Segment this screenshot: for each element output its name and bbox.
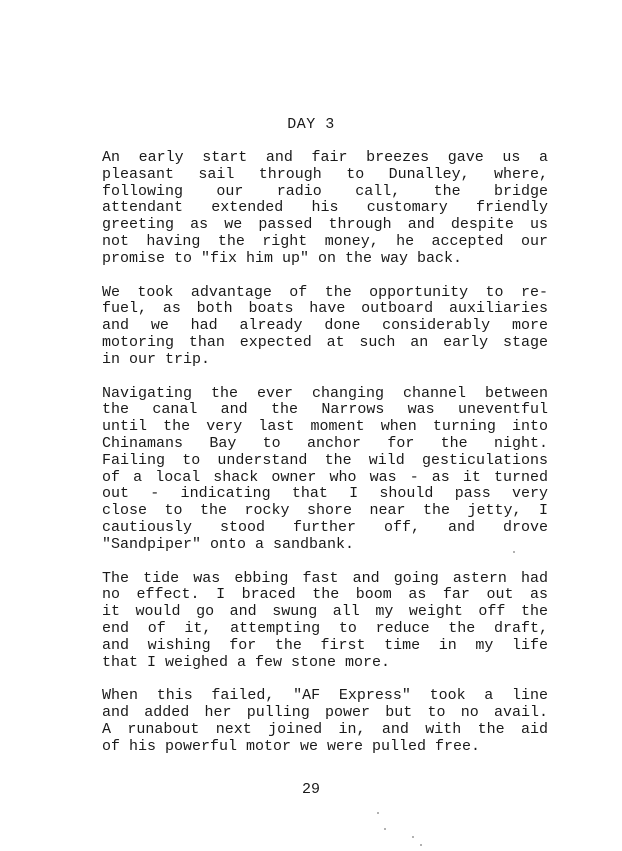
text-line: following our radio call, the bridge	[102, 182, 548, 200]
text-line: promise to "fix him up" on the way back.	[102, 249, 463, 267]
scan-speck	[384, 828, 386, 830]
text-line: in our trip.	[102, 350, 211, 368]
text-line: motoring than expected at such an early stage	[102, 333, 548, 351]
text-line: until the very last moment when turning into	[102, 418, 548, 436]
paragraph	[102, 150, 548, 268]
paragraph	[102, 571, 548, 672]
scan-speck	[412, 836, 414, 838]
text-line: close to the rocky shore near the jetty, I	[102, 502, 548, 520]
text-line: not having the right money, he accepted our	[102, 232, 548, 250]
text-line: and wishing for the first time in my life	[102, 636, 548, 654]
text-line: of his powerful motor we were pulled free.	[102, 737, 481, 755]
text-line: and we had already done considerably more	[102, 317, 548, 335]
text-line: fuel, as both boats have outboard auxiliaries	[102, 300, 548, 318]
text-line: it would go and swung all my weight off the	[102, 603, 548, 621]
text-line: We took advantage of the opportunity to re-	[102, 283, 548, 301]
text-line: out - indicating that I should pass very	[102, 485, 548, 503]
text-line: Failing to understand the wild gesticulations	[102, 451, 548, 469]
body-text	[102, 150, 548, 773]
scan-speck	[377, 812, 379, 814]
text-line: greeting as we passed through and despite us	[102, 216, 548, 234]
text-line: and added her pulling power but to no avail.	[102, 704, 548, 722]
text-line: A runabout next joined in, and with the aid	[102, 720, 548, 738]
text-line: that I weighed a few stone more.	[102, 653, 391, 671]
text-line: Navigating the ever changing channel between	[102, 384, 548, 402]
text-line: Chinamans Bay to anchor for the night.	[102, 434, 548, 452]
paragraph	[102, 386, 548, 554]
text-line: the canal and the Narrows was uneventful	[102, 401, 548, 419]
page-heading: DAY 3	[287, 116, 335, 133]
text-line: of a local shack owner who was - as it turned	[102, 468, 548, 486]
scan-speck	[513, 551, 515, 553]
paragraph	[102, 285, 548, 369]
text-line: pleasant sail through to Dunalley, where,	[102, 165, 548, 183]
text-line: cautiously stood further off, and drove	[102, 518, 548, 536]
scan-speck	[420, 844, 422, 846]
text-line: no effect. I braced the boom as far out as	[102, 586, 548, 604]
text-line: "Sandpiper" onto a sandbank.	[102, 535, 355, 553]
text-line: end of it, attempting to reduce the draft,	[102, 619, 548, 637]
text-line: When this failed, "AF Express" took a line	[102, 687, 548, 705]
text-line: The tide was ebbing fast and going astern had	[102, 569, 548, 587]
text-line: attendant extended his customary friendly	[102, 199, 548, 217]
text-line: An early start and fair breezes gave us a	[102, 149, 548, 166]
paragraph	[102, 688, 548, 755]
page-number: 29	[301, 781, 320, 798]
